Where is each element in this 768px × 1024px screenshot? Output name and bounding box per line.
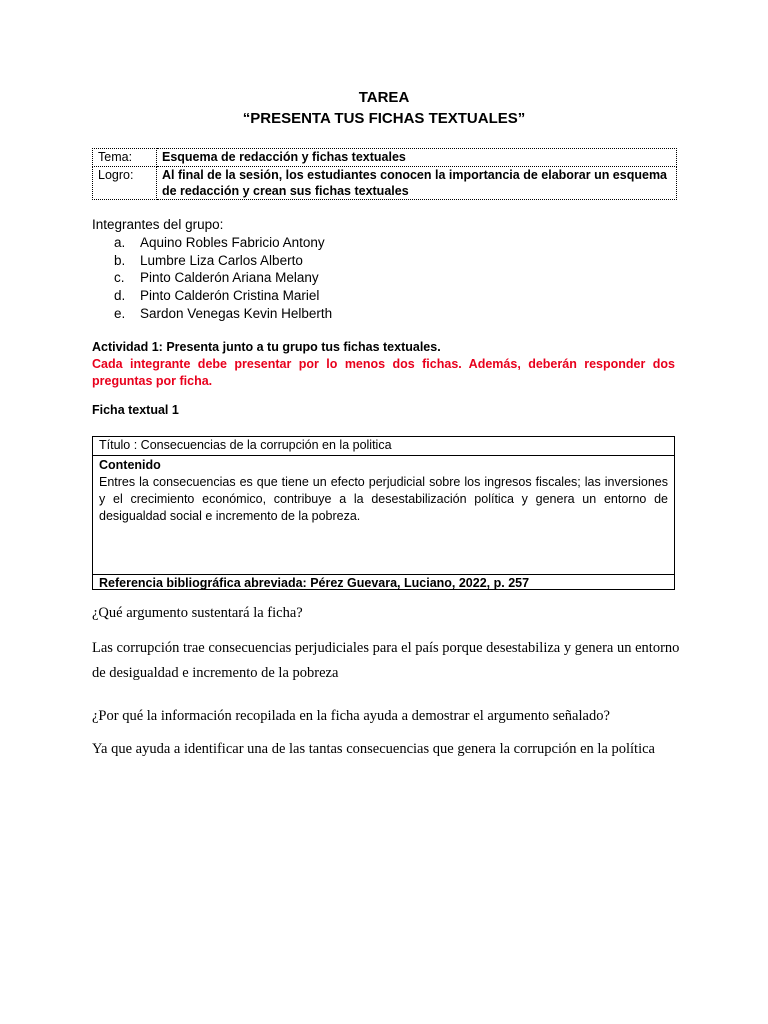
list-marker: e. (114, 305, 126, 321)
member-name: Sardon Venegas Kevin Helberth (140, 305, 333, 321)
list-item (92, 305, 332, 323)
ficha-title: Título : Consecuencias de la corrupción en la politica (93, 437, 674, 456)
logro-row (93, 167, 677, 200)
ficha-reference: Referencia bibliográfica abreviada: Pérez Guevara, Luciano, 2022, p. 257 (99, 576, 530, 590)
member-name: Pinto Calderón Cristina Mariel (140, 288, 320, 304)
document-title: TAREA (358, 89, 410, 106)
ficha-card (92, 436, 675, 590)
members-list (92, 234, 332, 323)
list-item (92, 252, 332, 270)
list-marker: d. (114, 288, 126, 304)
list-marker: c. (114, 270, 125, 286)
answer-1: Las corrupción trae consecuencias perjudiciales para el país porque desestabiliza y genera un entorno de desigualdad e incremento de la pobreza (92, 640, 680, 681)
activity-title: Actividad 1: Presenta junto a tu grupo tus fichas textuales. (92, 340, 441, 354)
tema-label: Tema: (93, 149, 157, 167)
group-heading: Integrantes del grupo: (92, 217, 224, 232)
tema-row (93, 149, 677, 167)
content-text: Entres la consecuencias es que tiene un efecto perjudicial sobre los ingresos fiscales; las inversiones y el crecimiento económico, contribuye a la desestabilización política y genera un entorno de desigualdad social e incremento de la pobreza. (99, 475, 668, 523)
question-1: ¿Qué argumento sustentará la ficha? (92, 605, 303, 621)
content-heading: Contenido (99, 458, 161, 472)
activity-section (92, 339, 675, 390)
member-name: Pinto Calderón Ariana Melany (140, 270, 319, 286)
answer-2: Ya que ayuda a identificar una de las tantas consecuencias que genera la corrupción en la política (92, 741, 655, 757)
member-name: Lumbre Liza Carlos Alberto (140, 252, 303, 268)
group-members (92, 216, 332, 323)
list-marker: a. (114, 234, 126, 250)
question-2: ¿Por qué la información recopilada en la ficha ayuda a demostrar el argumento señalado? (92, 708, 610, 724)
document-subtitle: “PRESENTA TUS FICHAS TEXTUALES” (242, 110, 526, 127)
activity-instruction: Cada integrante debe presentar por lo menos dos fichas. Además, deberán responder dos preguntas por ficha. (92, 357, 675, 388)
ficha-label: Ficha textual 1 (92, 403, 179, 417)
ficha-content (93, 456, 674, 575)
list-marker: b. (114, 252, 126, 268)
list-item (92, 234, 332, 252)
list-item (92, 287, 332, 305)
logro-label: Logro: (93, 167, 157, 200)
list-item (92, 269, 332, 287)
tema-value: Esquema de redacción y fichas textuales (157, 149, 677, 167)
info-table (92, 148, 677, 200)
logro-value: Al final de la sesión, los estudiantes conocen la importancia de elaborar un esquema de redacción y crean sus fichas textuales (157, 167, 677, 200)
member-name: Aquino Robles Fabricio Antony (140, 234, 325, 250)
